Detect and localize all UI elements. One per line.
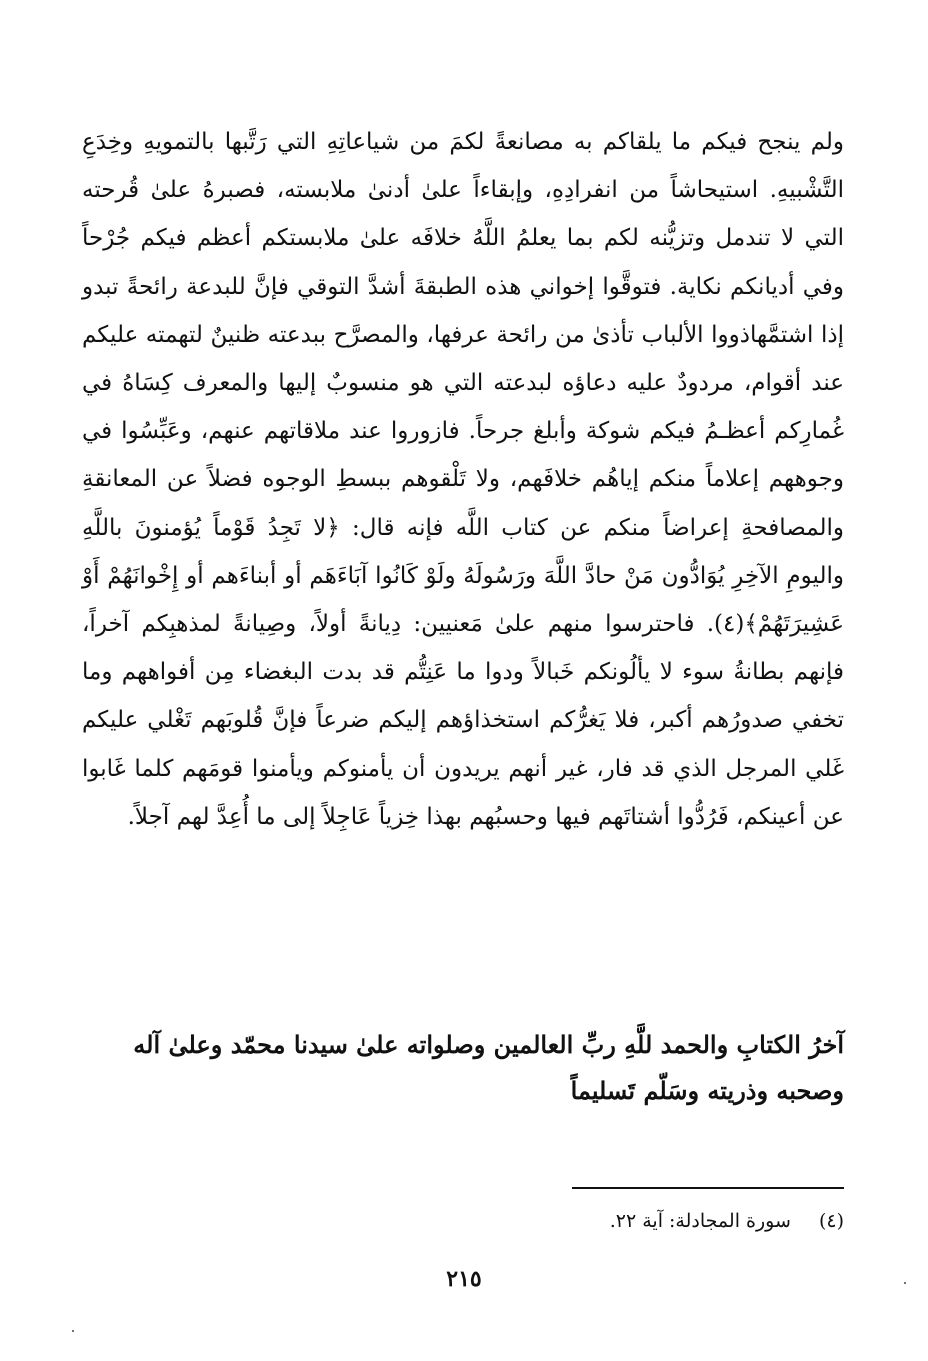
- main-paragraph: ولم ينجح فيكم ما يلقاكم به مصانعةً لكمَ من شياعاتِهِ التي رَتَّبها بالتمويهِ وخِدَعِ التَّشْبيهِ. استيحاشاً من انفرادِهِ، وإبقاءاً علىٰ أدنىٰ ملابسته، فصبرهُ علىٰ قُرحته التي لا تندمل وتزيُّنه لكم بما يعلمُ اللَّهُ خلافَه علىٰ ملابستكم أعظم فيكم جُرْحاً وفي أديانكم نكاية. فتوقَّوا إخواني هذه الطبقةَ أشدَّ التوقي فإنَّ للبدعة رائحةً تبدو إذا اشتمَّهاذووا الألباب تأذىٰ من رائحة عرفها، والمصرَّح ببدعته ظنينٌ لتهمته عليكم عند أقوام، مردودٌ عليه دعاؤه لبدعته التي هو منسوبٌ إليها والمعرف كِسَاهُ في غُمارِكم أعظـمُ فيكم شوكة وأبلغ جرحاً. فازوروا عند ملاقاتهم عنهم، وعَبِّسُوا في وجوههم إعلاماً منكم إياهُم خلافَهم، ولا تَلْقوهم ببسطِ الوجوه فضلاً عن المعانقةِ والمصافحةِ إعراضاً منكم عن كتاب اللَّه فإنه قال: ﴿لا تَجِدُ قَوْماً يُؤمنونَ باللَّهِ واليومِ الآخِرِ يُوَادُّون مَنْ حادَّ اللَّهَ ورَسُولَهُ ولَوْ كَانُوا آبَاءَهَم أو أبناءَهم أو إِخْوانَهُمْ أَوْ عَشِيرَتَهُمْ﴾(٤). فاحترسوا منهم علىٰ مَعنيين: دِيانةً أولاً، وصِيانةً لمذهبِكم آخراً، فإنهم بطانةُ سوء لا يألُونكم خَبالاً ودوا ما عَنِتُّم قد بدت البغضاء مِن أفواههم وما تخفي صدورُهم أكبر، فلا يَغرُّكم استخذاؤهم إليكم ضرعاً فإنَّ قُلوبَهم تَغْلي عليكم غَلي المرجل الذي قد فار، غير أنهم يريدون أن يأمنوكم ويأمنوا قومَهم كلما غَابوا عن أعينكم، فَرُدُّوا أشتاتَهم فيها وحسبُهم بهذا خِزياً عَاجِلاً إلى ما أُعِدَّ لهم آجلاً.: [82, 129, 844, 830]
- footnote: [344, 1206, 844, 1236]
- footnote-divider: [572, 1187, 844, 1189]
- page-number: ٢١٥: [446, 1266, 482, 1292]
- closing-paragraph: آخرُ الكتابِ والحمد للَّهِ ربِّ العالمين وصلواته علىٰ سيدنا محمّد وعلىٰ آله وصحبه وذريته وسَلّم تَسليماً: [133, 1030, 844, 1105]
- footnote-text: سورة المجادلة: آية ٢٢.: [609, 1210, 791, 1232]
- footnote-number: (٤): [818, 1210, 844, 1232]
- scan-speck: [72, 1330, 74, 1332]
- scan-speck: [904, 1282, 906, 1284]
